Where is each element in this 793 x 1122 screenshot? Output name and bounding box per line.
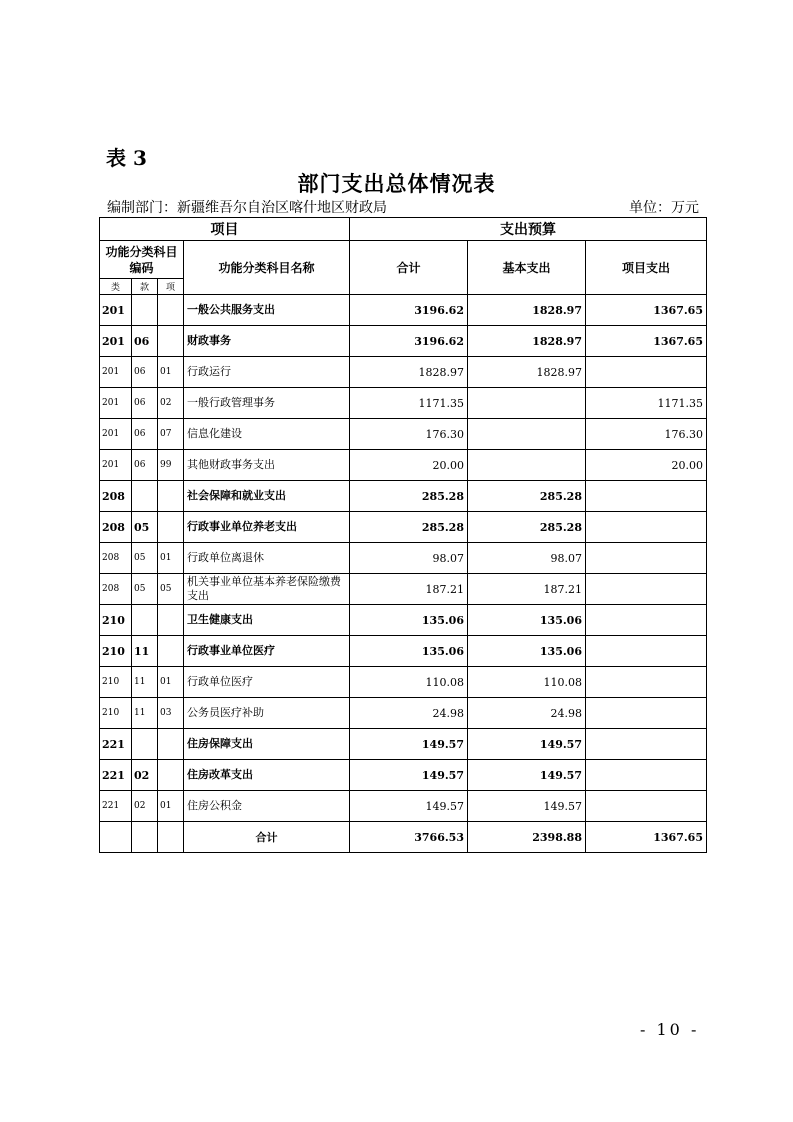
project-cell xyxy=(586,667,707,698)
table-head-row-2 xyxy=(100,241,707,279)
item-name-cell: 住房改革支出 xyxy=(184,760,350,791)
xiang-code-cell xyxy=(158,636,184,667)
xiang-code-cell xyxy=(158,512,184,543)
xiang-code-cell xyxy=(158,760,184,791)
basic-cell xyxy=(468,450,586,481)
xiang-code-cell xyxy=(158,605,184,636)
basic-cell: 149.57 xyxy=(468,791,586,822)
lei-code-cell: 208 xyxy=(100,574,132,605)
lei-code-cell: 208 xyxy=(100,543,132,574)
item-name-cell: 行政单位医疗 xyxy=(184,667,350,698)
basic-cell: 1828.97 xyxy=(468,326,586,357)
total-cell: 3196.62 xyxy=(350,326,468,357)
table-row xyxy=(100,729,707,760)
basic-cell: 110.08 xyxy=(468,667,586,698)
xiang-code-cell xyxy=(158,295,184,326)
lei-code-cell: 201 xyxy=(100,419,132,450)
total-empty-cell xyxy=(158,822,184,853)
lei-code-cell: 210 xyxy=(100,605,132,636)
table-row xyxy=(100,326,707,357)
project-cell: 1171.35 xyxy=(586,388,707,419)
xiang-code-cell: 07 xyxy=(158,419,184,450)
meta-line xyxy=(107,197,699,217)
xiang-code-cell xyxy=(158,729,184,760)
item-name-cell: 行政事业单位养老支出 xyxy=(184,512,350,543)
kuan-code-cell: 02 xyxy=(132,760,158,791)
table-row xyxy=(100,667,707,698)
item-name-cell: 机关事业单位基本养老保险缴费支出 xyxy=(184,574,350,605)
item-name-cell: 其他财政事务支出 xyxy=(184,450,350,481)
basic-cell: 98.07 xyxy=(468,543,586,574)
lei-code-cell: 208 xyxy=(100,512,132,543)
basic-cell: 1828.97 xyxy=(468,295,586,326)
item-name-cell: 行政事业单位医疗 xyxy=(184,636,350,667)
basic-cell: 149.57 xyxy=(468,760,586,791)
total-column-header: 合计 xyxy=(350,241,468,295)
project-header: 项目 xyxy=(100,218,350,241)
xiang-code-cell: 03 xyxy=(158,698,184,729)
total-cell: 176.30 xyxy=(350,419,468,450)
project-cell xyxy=(586,636,707,667)
total-cell: 187.21 xyxy=(350,574,468,605)
lei-code-cell: 208 xyxy=(100,481,132,512)
table-head-row-1 xyxy=(100,218,707,241)
kuan-code-cell: 11 xyxy=(132,698,158,729)
table-row xyxy=(100,357,707,388)
table-body xyxy=(100,295,707,822)
kuan-code-cell xyxy=(132,605,158,636)
compiler-label: 编制部门：新疆维吾尔自治区喀什地区财政局 xyxy=(107,200,387,216)
total-cell: 1171.35 xyxy=(350,388,468,419)
project-cell xyxy=(586,698,707,729)
project-cell xyxy=(586,481,707,512)
project-cell xyxy=(586,512,707,543)
page-title: 部门支出总体情况表 xyxy=(297,171,496,196)
basic-cell: 285.28 xyxy=(468,512,586,543)
item-name-cell: 行政运行 xyxy=(184,357,350,388)
table-label: 表 3 xyxy=(106,146,147,170)
xiang-code-cell xyxy=(158,326,184,357)
total-basic: 2398.88 xyxy=(468,822,586,853)
kuan-code-cell: 05 xyxy=(132,574,158,605)
xiang-code-cell: 01 xyxy=(158,357,184,388)
project-cell: 20.00 xyxy=(586,450,707,481)
total-row xyxy=(100,822,707,853)
table-row xyxy=(100,419,707,450)
item-name-cell: 一般公共服务支出 xyxy=(184,295,350,326)
kuan-code-cell xyxy=(132,729,158,760)
project-cell: 1367.65 xyxy=(586,295,707,326)
xiang-code-cell: 01 xyxy=(158,543,184,574)
table-row xyxy=(100,512,707,543)
kuan-code-cell: 06 xyxy=(132,419,158,450)
total-empty-cell xyxy=(100,822,132,853)
table-row xyxy=(100,791,707,822)
lei-code-cell: 201 xyxy=(100,388,132,419)
kuan-code-cell: 02 xyxy=(132,791,158,822)
total-cell: 3196.62 xyxy=(350,295,468,326)
basic-cell: 149.57 xyxy=(468,729,586,760)
table-row xyxy=(100,295,707,326)
project-cell xyxy=(586,357,707,388)
basic-cell: 1828.97 xyxy=(468,357,586,388)
lei-code-cell: 201 xyxy=(100,295,132,326)
lei-code-cell: 221 xyxy=(100,760,132,791)
total-cell: 135.06 xyxy=(350,636,468,667)
total-cell: 149.57 xyxy=(350,729,468,760)
table-row xyxy=(100,481,707,512)
total-project: 1367.65 xyxy=(586,822,707,853)
basic-cell: 24.98 xyxy=(468,698,586,729)
project-cell: 176.30 xyxy=(586,419,707,450)
kuan-code-cell: 06 xyxy=(132,326,158,357)
kuan-code-cell xyxy=(132,481,158,512)
expenditure-table xyxy=(99,217,707,853)
project-cell xyxy=(586,791,707,822)
code-group-header: 功能分类科目编码 xyxy=(100,241,184,279)
item-name-cell: 一般行政管理事务 xyxy=(184,388,350,419)
table-row xyxy=(100,543,707,574)
item-name-cell: 信息化建设 xyxy=(184,419,350,450)
item-name-cell: 公务员医疗补助 xyxy=(184,698,350,729)
xiang-code-cell: 05 xyxy=(158,574,184,605)
table-row xyxy=(100,574,707,605)
total-cell: 110.08 xyxy=(350,667,468,698)
xiang-code-cell: 01 xyxy=(158,667,184,698)
total-cell: 1828.97 xyxy=(350,357,468,388)
kuan-code-cell: 06 xyxy=(132,388,158,419)
xiang-code-cell xyxy=(158,481,184,512)
total-sum: 3766.53 xyxy=(350,822,468,853)
basic-cell: 135.06 xyxy=(468,636,586,667)
project-cell xyxy=(586,574,707,605)
unit-label: 单位：万元 xyxy=(629,200,699,216)
project-cell xyxy=(586,605,707,636)
name-column-header: 功能分类科目名称 xyxy=(184,241,350,295)
item-name-cell: 行政单位离退休 xyxy=(184,543,350,574)
kuan-header: 款 xyxy=(132,279,158,295)
table-row xyxy=(100,450,707,481)
table-row xyxy=(100,760,707,791)
kuan-code-cell: 11 xyxy=(132,667,158,698)
xiang-header: 项 xyxy=(158,279,184,295)
project-cell: 1367.65 xyxy=(586,326,707,357)
kuan-code-cell xyxy=(132,295,158,326)
total-empty-cell xyxy=(132,822,158,853)
lei-header: 类 xyxy=(100,279,132,295)
total-cell: 285.28 xyxy=(350,481,468,512)
lei-code-cell: 201 xyxy=(100,450,132,481)
lei-code-cell: 210 xyxy=(100,667,132,698)
kuan-code-cell: 05 xyxy=(132,543,158,574)
kuan-code-cell: 06 xyxy=(132,450,158,481)
lei-code-cell: 201 xyxy=(100,326,132,357)
lei-code-cell: 210 xyxy=(100,636,132,667)
project-cell xyxy=(586,543,707,574)
table-row xyxy=(100,605,707,636)
total-cell: 20.00 xyxy=(350,450,468,481)
lei-code-cell: 221 xyxy=(100,729,132,760)
page-number: - 10 - xyxy=(640,1020,700,1039)
total-cell: 149.57 xyxy=(350,791,468,822)
total-cell: 98.07 xyxy=(350,543,468,574)
kuan-code-cell: 06 xyxy=(132,357,158,388)
lei-code-cell: 201 xyxy=(100,357,132,388)
basic-cell xyxy=(468,419,586,450)
basic-cell: 135.06 xyxy=(468,605,586,636)
item-name-cell: 住房保障支出 xyxy=(184,729,350,760)
item-name-cell: 住房公积金 xyxy=(184,791,350,822)
total-cell: 149.57 xyxy=(350,760,468,791)
project-column-header: 项目支出 xyxy=(586,241,707,295)
basic-column-header: 基本支出 xyxy=(468,241,586,295)
item-name-cell: 卫生健康支出 xyxy=(184,605,350,636)
item-name-cell: 财政事务 xyxy=(184,326,350,357)
basic-cell xyxy=(468,388,586,419)
project-cell xyxy=(586,760,707,791)
total-label: 合计 xyxy=(184,822,350,853)
xiang-code-cell: 02 xyxy=(158,388,184,419)
xiang-code-cell: 01 xyxy=(158,791,184,822)
total-cell: 24.98 xyxy=(350,698,468,729)
item-name-cell: 社会保障和就业支出 xyxy=(184,481,350,512)
xiang-code-cell: 99 xyxy=(158,450,184,481)
basic-cell: 285.28 xyxy=(468,481,586,512)
project-cell xyxy=(586,729,707,760)
budget-header: 支出预算 xyxy=(350,218,707,241)
basic-cell: 187.21 xyxy=(468,574,586,605)
table-row xyxy=(100,636,707,667)
lei-code-cell: 221 xyxy=(100,791,132,822)
kuan-code-cell: 05 xyxy=(132,512,158,543)
table-row xyxy=(100,698,707,729)
lei-code-cell: 210 xyxy=(100,698,132,729)
total-cell: 285.28 xyxy=(350,512,468,543)
table-row xyxy=(100,388,707,419)
total-cell: 135.06 xyxy=(350,605,468,636)
kuan-code-cell: 11 xyxy=(132,636,158,667)
